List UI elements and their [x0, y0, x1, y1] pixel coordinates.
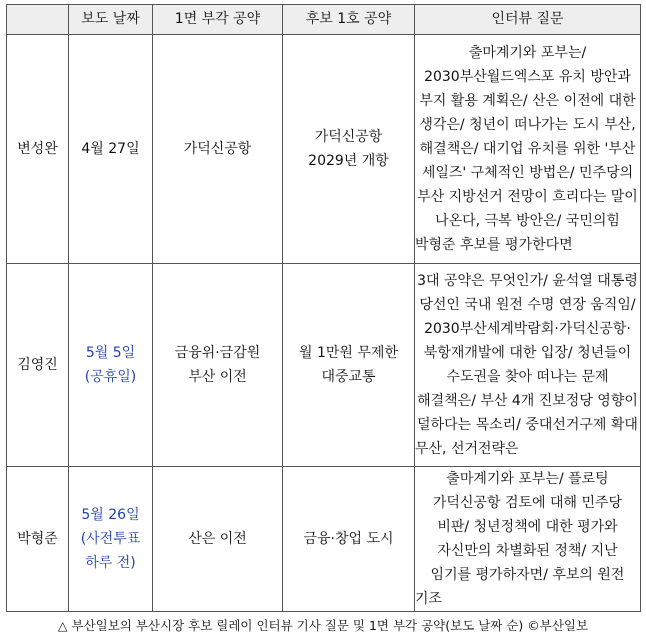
- report-date-cell: [69, 467, 153, 612]
- report-date-note: (사전투표 하루 전): [80, 531, 141, 571]
- table-row: [7, 467, 641, 612]
- candidate-name: 변성완: [7, 35, 69, 264]
- interview-questions: 출마계기와 포부는/ 플로팅 가덕신공항 검토에 대해 민주당 비판/ 청년정책에 대한 평가와 자신만의 차별화된 정책/ 지난 임기를 평가하자면/ 후보의 원전 기조: [415, 467, 641, 612]
- front-page-pledge: 가덕신공항: [153, 35, 283, 264]
- header-date: 보도 날짜: [69, 5, 153, 35]
- header-front-page-pledge: 1면 부각 공약: [153, 5, 283, 35]
- header-row: [7, 5, 641, 35]
- first-pledge: 월 1만원 무제한 대중교통: [283, 264, 415, 467]
- interview-questions: 출마계기와 포부는/ 2030부산월드엑스포 유치 방안과 부지 활용 계획은/ 산은 이전에 대한 생각은/ 청년이 떠나가는 도시 부산, 해결책은/ 대기업 유치를 위한 '부산 세일즈' 구체적인 방법은/ 민주당의 부산 지방선거 전망이 흐리다는 말이 나온다, 극복 방안은/ 국민의힘 박형준 후보를 평가한다면: [415, 35, 641, 264]
- header-first-pledge: 후보 1호 공약: [283, 5, 415, 35]
- report-date: 5월 5일: [85, 345, 136, 361]
- front-page-pledge: 금융위·금감원 부산 이전: [153, 264, 283, 467]
- header-interview-questions: 인터뷰 질문: [415, 5, 641, 35]
- interview-questions: 3대 공약은 무엇인가/ 윤석열 대통령 당선인 국내 원전 수명 연장 움직임/ 2030부산세계박람회·가덕신공항·북항재개발에 대한 입장/ 청년들이 수도권을 찾아 떠나는 문제 해결책은/ 부산 4개 진보정당 영향이 덜하다는 목소리/ 중대선거구제 확대 무산, 선거전략은: [415, 264, 641, 467]
- first-pledge: 가덕신공항 2029년 개항: [283, 35, 415, 264]
- report-date-cell: [69, 264, 153, 467]
- report-date: 4월 27일: [69, 35, 153, 264]
- candidate-name: 박형준: [7, 467, 69, 612]
- report-date-note: (공휴일): [84, 369, 137, 385]
- header-candidate: [7, 5, 69, 35]
- table-row: [7, 264, 641, 467]
- interview-table: [6, 4, 641, 612]
- caption: △ 부산일보의 부산시장 후보 릴레이 인터뷰 기사 질문 및 1면 부각 공약(보도 날짜 순) ©부산일보: [57, 618, 589, 633]
- first-pledge: 금융·창업 도시: [283, 467, 415, 612]
- report-date: 5월 26일: [81, 507, 140, 523]
- table-row: [7, 35, 641, 264]
- candidate-name: 김영진: [7, 264, 69, 467]
- front-page-pledge: 산은 이전: [153, 467, 283, 612]
